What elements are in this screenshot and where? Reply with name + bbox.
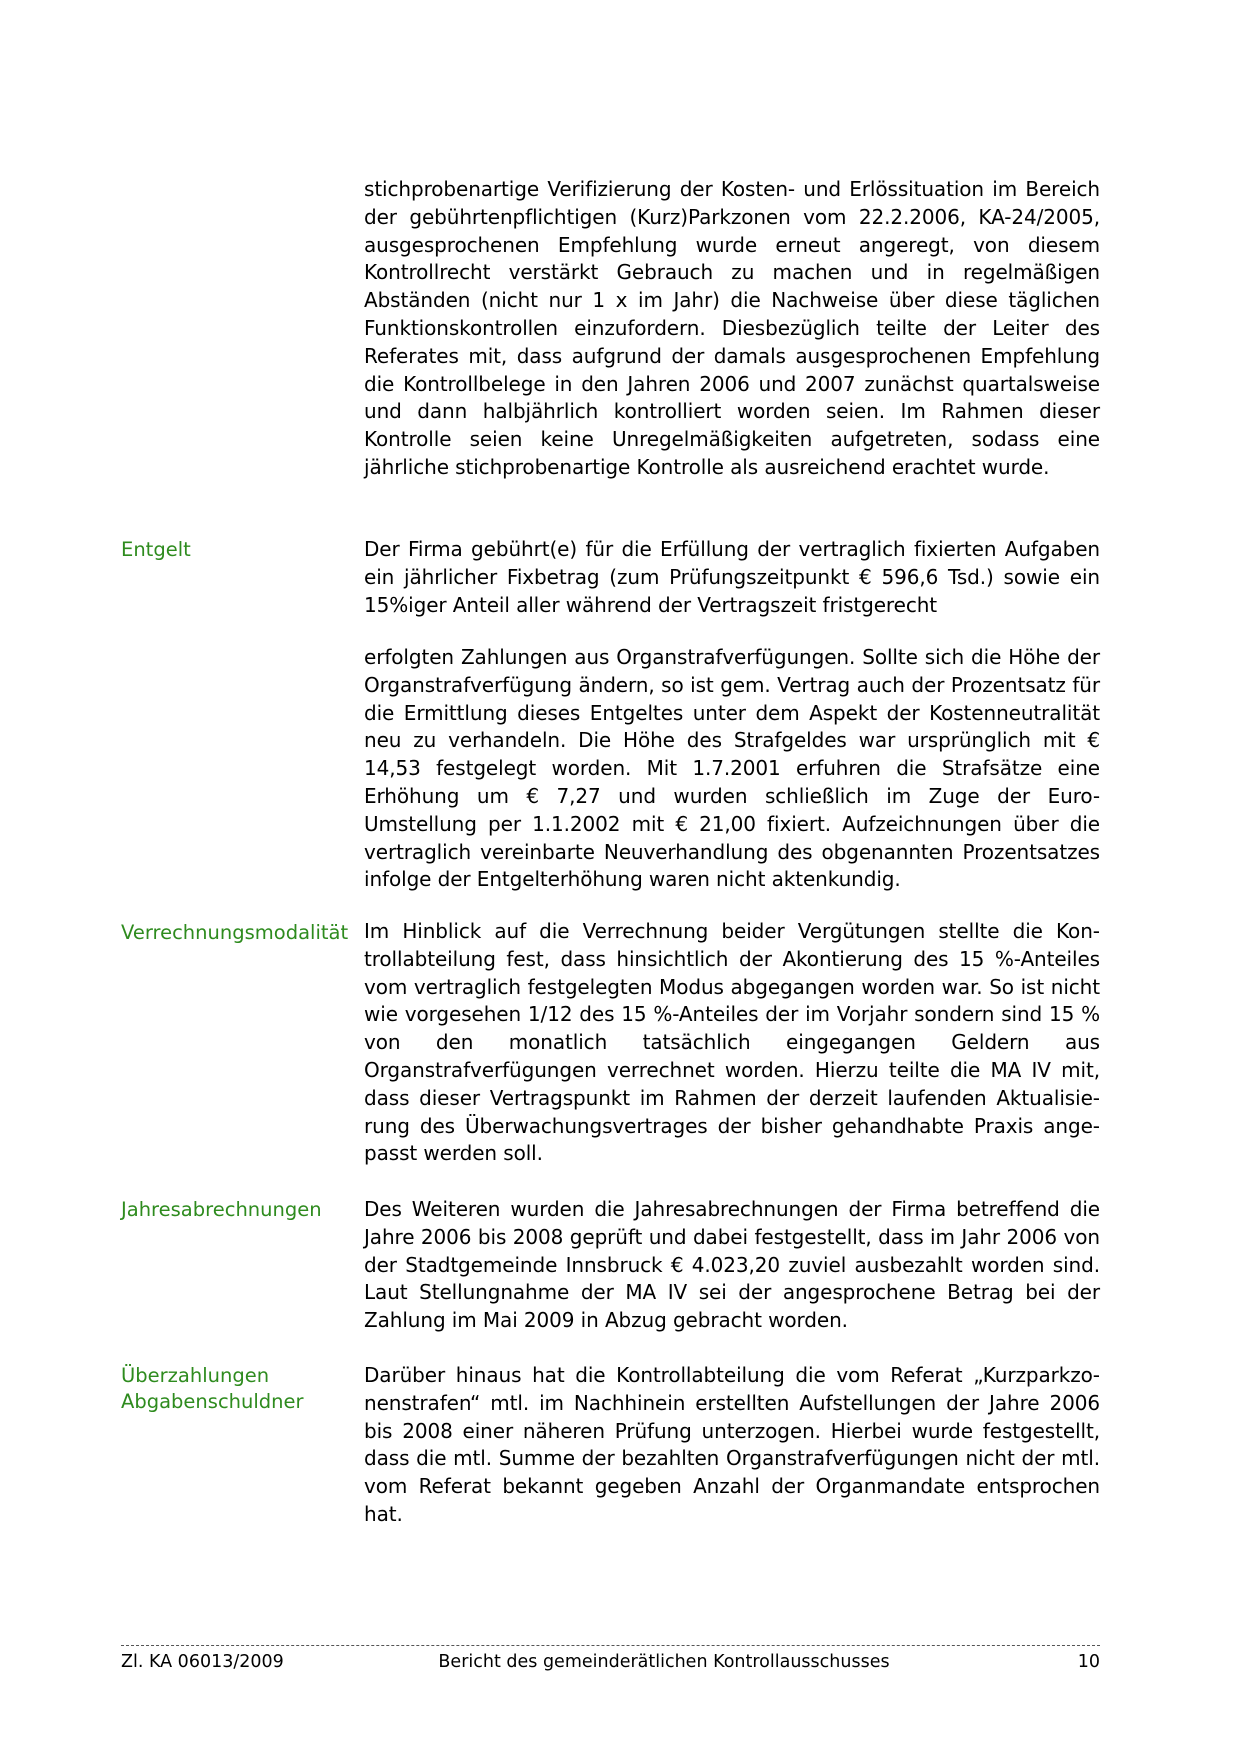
sidenote-jahresabrechnungen: Jahresabrechnungen bbox=[121, 1198, 322, 1221]
footer-reference: Zl. KA 06013/2009 bbox=[121, 1652, 284, 1672]
paragraph-entgelt-continued: erfolgten Zahlungen aus Organstrafverfügungen. Sollte sich die Höhe der Organstrafverfügung ändern, so ist gem. Vertrag auch der Prozentsatz für die Ermittlung dieses Entgeltes unter dem Aspekt der Kostenneutralität neu zu verhandeln. Die Höhe des Strafgeldes war ursprünglich mit € 14,53 festgelegt worden. Mit 1.7.2001 erfuhren die Strafsätze eine Erhöhung um € 7,27 und wurden schließlich im Zuge der Euro-Umstellung per 1.1.2002 mit € 21,00 fixiert. Aufzeichnungen über die vertraglich vereinbarte Neuverhandlung des obgenannten Prozentsatzes infolge der Entgelterhöhung waren nicht aktenkundig. bbox=[364, 645, 1100, 892]
paragraph-kontrollrecht: stichprobenartige Verifizierung der Kosten- und Erlössituation im Bereich der gebührtenpflichtigen (Kurz)Parkzonen vom 22.2.2006, KA-24/2005, ausgesprochenen Empfehlung wurde erneut angeregt, von diesem Kontrollrecht verstärkt Gebrauch zu machen und in regelmäßigen Abständen (nicht nur 1 x im Jahr) die Nachweise über diese täglichen Funktionskontrollen einzufordern. Diesbezüglich teilte der Leiter des Referates mit, dass aufgrund der damals ausgesprochenen Empfehlung die Kontrollbelege in den Jahren 2006 und 2007 zunächst quartalsweise und dann halbjährlich kontrolliert worden seien. Im Rahmen dieser Kontrolle seien keine Unregelmäßigkeiten aufgetreten, sodass eine jährliche stichprobenartige Kontrolle als ausreichend erachtet wurde. bbox=[364, 177, 1100, 479]
sidenote-ueberzahlungen-line1: Überzahlungen bbox=[121, 1364, 270, 1387]
sidenote-ueberzahlungen-line2: Abgabenschuldner bbox=[121, 1390, 304, 1413]
footer-title: Bericht des gemeinderätlichen Kontrollausschusses bbox=[438, 1652, 890, 1672]
paragraph-verrechnungsmodalitaet: Im Hinblick auf die Verrechnung beider Vergütungen stellte die Kontrollabteilung fest, dass hinsichtlich der Akontierung des 15 %-Anteiles vom vertraglich festgelegten Modus abgegangen worden war. So ist nicht wie vorgesehen 1/12 des 15 %-Anteiles der im Vorjahr sondern sind 15 % von den monatlich tatsächlich eingegangen Geldern aus Organstrafverfügungen verrechnet worden. Hierzu teilte die MA IV mit, dass dieser Vertragspunkt im Rahmen der derzeit laufenden Aktualisierung des Überwachungsvertrages der bisher gehandhabte Praxis angepasst werden soll. bbox=[364, 919, 1100, 1166]
footer-page-number: 10 bbox=[1077, 1652, 1100, 1672]
paragraph-jahresabrechnungen: Des Weiteren wurden die Jahresabrechnungen der Firma betreffend die Jahre 2006 bis 2008 geprüft und dabei festgestellt, dass im Jahr 2006 von der Stadtgemeinde Innsbruck € 4.023,20 zuviel ausbezahlt worden sind. Laut Stellungnahme der MA IV sei der angesprochene Betrag bei der Zahlung im Mai 2009 in Abzug gebracht worden. bbox=[364, 1197, 1100, 1333]
paragraph-entgelt: Der Firma gebührt(e) für die Erfüllung der vertraglich fixierten Aufgaben ein jährlicher Fixbetrag (zum Prüfungszeitpunkt € 596,6 Tsd.) sowie ein 15%iger Anteil aller während der Vertragszeit fristgerecht bbox=[364, 537, 1100, 617]
sidenote-verrechnungsmodalitaet: Verrechnungsmodalität bbox=[121, 921, 349, 944]
footer-divider bbox=[121, 1645, 1100, 1646]
sidenote-ueberzahlungen bbox=[121, 1363, 351, 1415]
paragraph-ueberzahlungen: Darüber hinaus hat die Kontrollabteilung die vom Referat „Kurzparkzonenstrafen“ mtl. im Nachhinein erstellten Aufstellungen der Jahre 2006 bis 2008 einer näheren Prüfung unterzogen. Hierbei wurde festgestellt, dass die mtl. Summe der bezahlten Organstrafverfügungen nicht der mtl. vom Referat bekannt gegeben Anzahl der Organmandate entsprochen hat. bbox=[364, 1363, 1100, 1526]
sidenote-entgelt: Entgelt bbox=[121, 538, 191, 561]
